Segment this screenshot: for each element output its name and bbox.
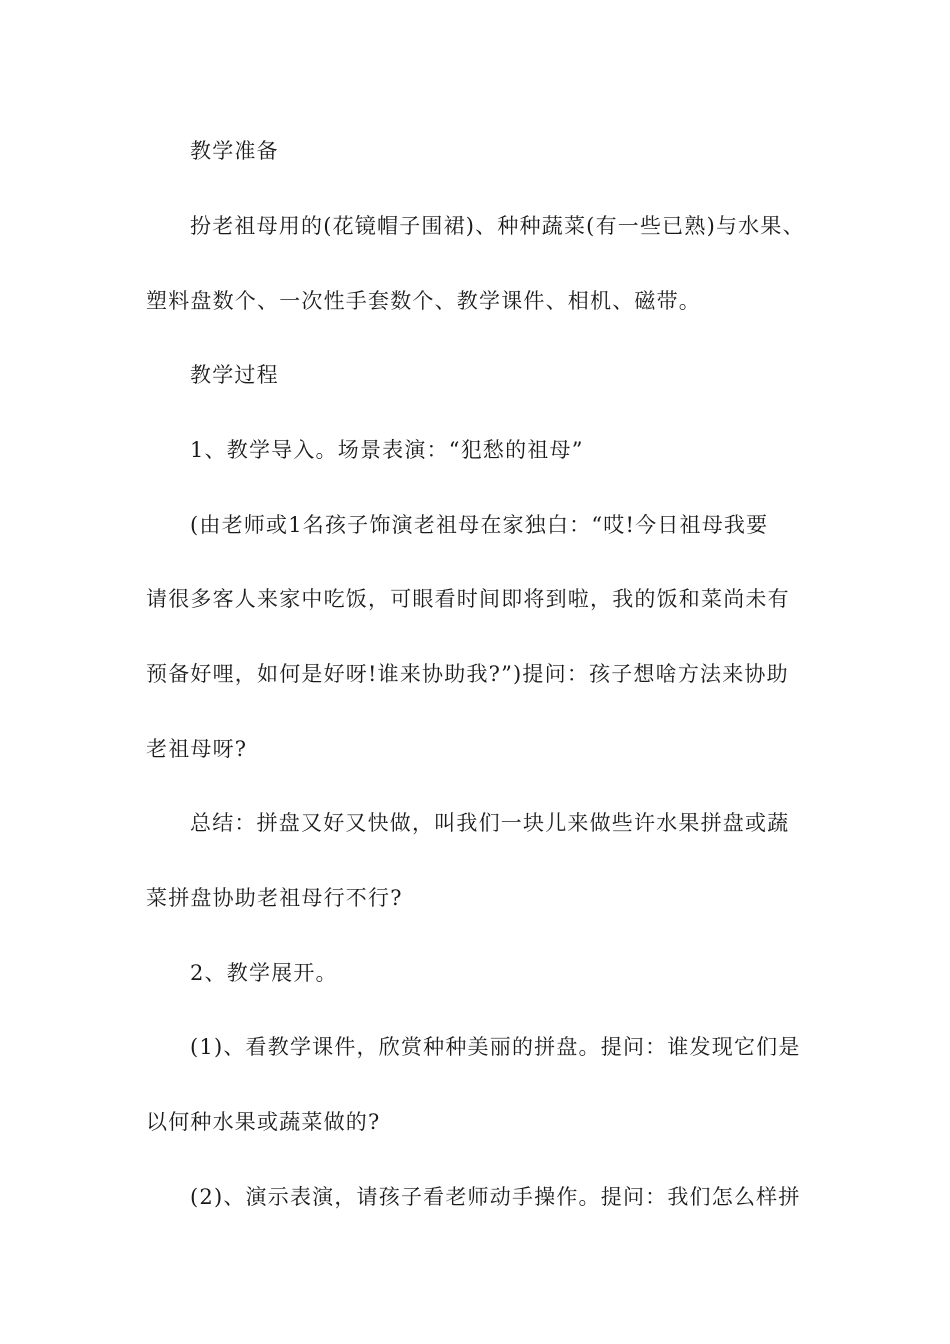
paragraph-line: (1)、看教学课件，欣赏种种美丽的拼盘。提问：谁发现它们是 xyxy=(190,1035,801,1059)
paragraph-line: 菜拼盘协助老祖母行不行? xyxy=(146,886,403,910)
paragraph-line: 总结：拼盘又好又快做，叫我们一块儿来做些许水果拼盘或蔬 xyxy=(190,811,790,835)
paragraph-line: 预备好哩，如何是好呀!谁来协助我?”)提问：孩子想啥方法来协助 xyxy=(146,662,789,686)
paragraph-line: (由老师或1名孩子饰演老祖母在家独白：“哎!今日祖母我要 xyxy=(190,513,769,537)
heading-teaching-process: 教学过程 xyxy=(190,363,279,387)
paragraph-line: (2)、演示表演，请孩子看老师动手操作。提问：我们怎么样拼 xyxy=(190,1185,801,1209)
paragraph-line: 以何种水果或蔬菜做的? xyxy=(146,1110,381,1134)
heading-teaching-preparation: 教学准备 xyxy=(190,139,279,163)
paragraph-line: 塑料盘数个、一次性手套数个、教学课件、相机、磁带。 xyxy=(146,289,701,313)
paragraph-line: 老祖母呀? xyxy=(146,737,248,761)
paragraph-line: 请很多客人来家中吃饭，可眼看时间即将到啦，我的饭和菜尚未有 xyxy=(146,587,790,611)
paragraph-line: 扮老祖母用的(花镜帽子围裙)、种种蔬菜(有一些已熟)与水果、 xyxy=(190,214,805,238)
paragraph-line: 1、教学导入。场景表演：“犯愁的祖母” xyxy=(190,438,584,462)
paragraph-line: 2、教学展开。 xyxy=(190,961,338,985)
